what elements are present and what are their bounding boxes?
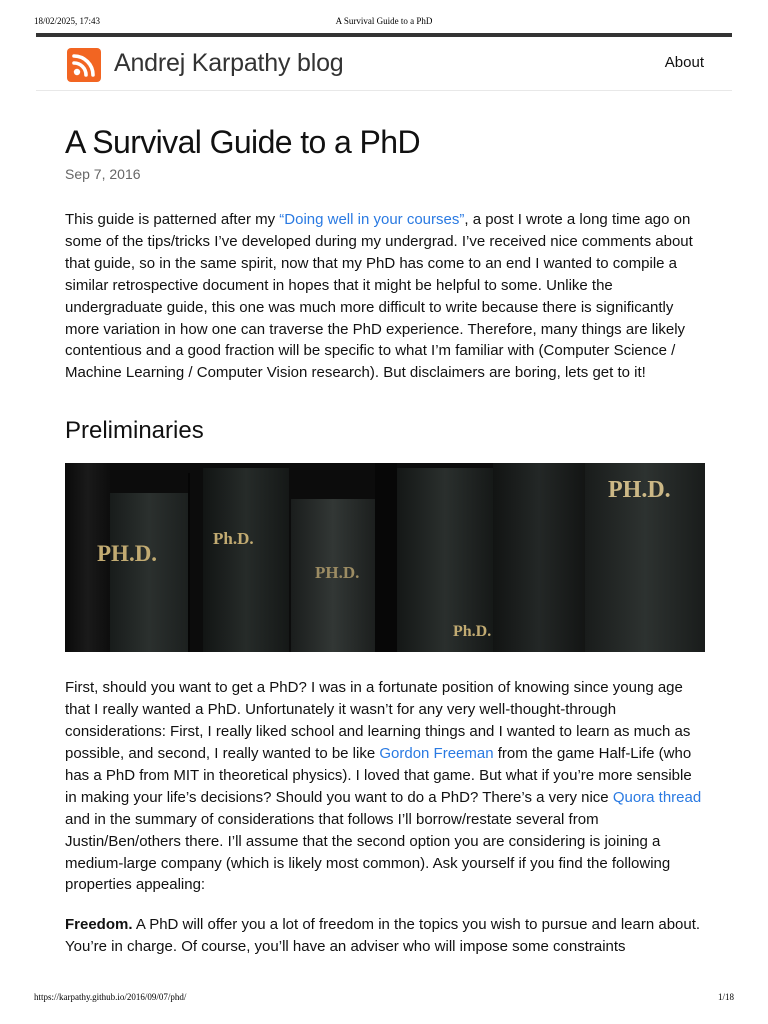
- print-url: https://karpathy.github.io/2016/09/07/phd/: [34, 992, 187, 1002]
- freedom-heading: Freedom.: [65, 916, 133, 934]
- paragraph-should-you-phd: [65, 677, 705, 896]
- freedom-text: A PhD will offer you a lot of freedom in the topics you wish to pursue and learn about. You’re in charge. Of course, you’ll have an adviser who will impose some constraints: [65, 916, 701, 956]
- site-header: [36, 37, 732, 91]
- phd-books-image: [65, 463, 705, 652]
- book-spine: [110, 493, 188, 652]
- book-label: Ph.D.: [453, 623, 492, 641]
- intro-text-2: , a post I wrote a long time ago on some of the tips/tricks I’ve developed during my undergrad. I’ve received nice comments about that guide, so in the same spirit, now that my PhD has come to an end I wanted to compile a similar retrospective document in hopes that it might be helpful to some. Unlike the undergraduate guide, this one was much more difficult to write because there is significantly more variation in how one can traverse the PhD experience. Therefore, many things are likely contentious and a good fraction will be specific to what I’m familiar with (Computer Science / Machine Learning / Computer Vision research). But disclaimers are boring, lets get to it!: [65, 211, 693, 382]
- gordon-freeman-link[interactable]: Gordon Freeman: [379, 744, 494, 762]
- book-label: PH.D.: [97, 541, 158, 567]
- book-label: PH.D.: [315, 563, 360, 583]
- book-spine: [493, 463, 585, 652]
- section-heading-preliminaries: Preliminaries: [65, 417, 204, 445]
- intro-paragraph: [65, 209, 705, 384]
- quora-thread-link[interactable]: Quora thread: [612, 788, 702, 806]
- para2-text-3: and in the summary of considerations that follows I’ll borrow/restate several from Justin/Ben/others there. I’ll assume that the second option you are considering is joining a medium-large company (which is likely most common). Ask yourself if you find the following properties appealing:: [65, 810, 671, 894]
- post-title: A Survival Guide to a PhD: [65, 124, 420, 160]
- doing-well-courses-link[interactable]: “Doing well in your courses”: [279, 211, 465, 228]
- paragraph-freedom: [65, 914, 705, 958]
- print-header: [34, 16, 734, 28]
- book-spine: [375, 463, 397, 652]
- book-spine: [188, 473, 190, 652]
- post-date: Sep 7, 2016: [65, 166, 141, 182]
- site-title-link[interactable]: Andrej Karpathy blog: [114, 49, 344, 77]
- intro-text-1: This guide is patterned after my: [65, 211, 280, 228]
- print-page-title: A Survival Guide to a PhD: [335, 16, 433, 26]
- print-datetime: 18/02/2025, 17:43: [34, 16, 101, 26]
- para2-text-1: First, should you want to get a PhD? I was in a fortunate position of knowing since young age that I really wanted a PhD. Unfortunately it wasn’t for any very well-thought-through considerations: First, I really liked school and learning things and I wanted to learn as much as possible, and second, I really wanted to be like: [65, 679, 691, 762]
- print-page-number: 1/18: [717, 992, 734, 1002]
- para2-text-2: from the game Half-Life (who has a PhD from MIT in theoretical physics). I loved that game. But what if you’re more sensible in making your life’s decisions? Should you want to do a PhD? There’s a very nice: [65, 744, 692, 806]
- print-footer: [34, 992, 734, 1004]
- book-spine: [203, 468, 289, 652]
- book-label: PH.D.: [608, 477, 671, 504]
- rss-icon[interactable]: [67, 48, 101, 82]
- book-label: Ph.D.: [213, 529, 254, 549]
- post-article: [65, 120, 705, 958]
- nav-about-link[interactable]: About: [664, 54, 704, 71]
